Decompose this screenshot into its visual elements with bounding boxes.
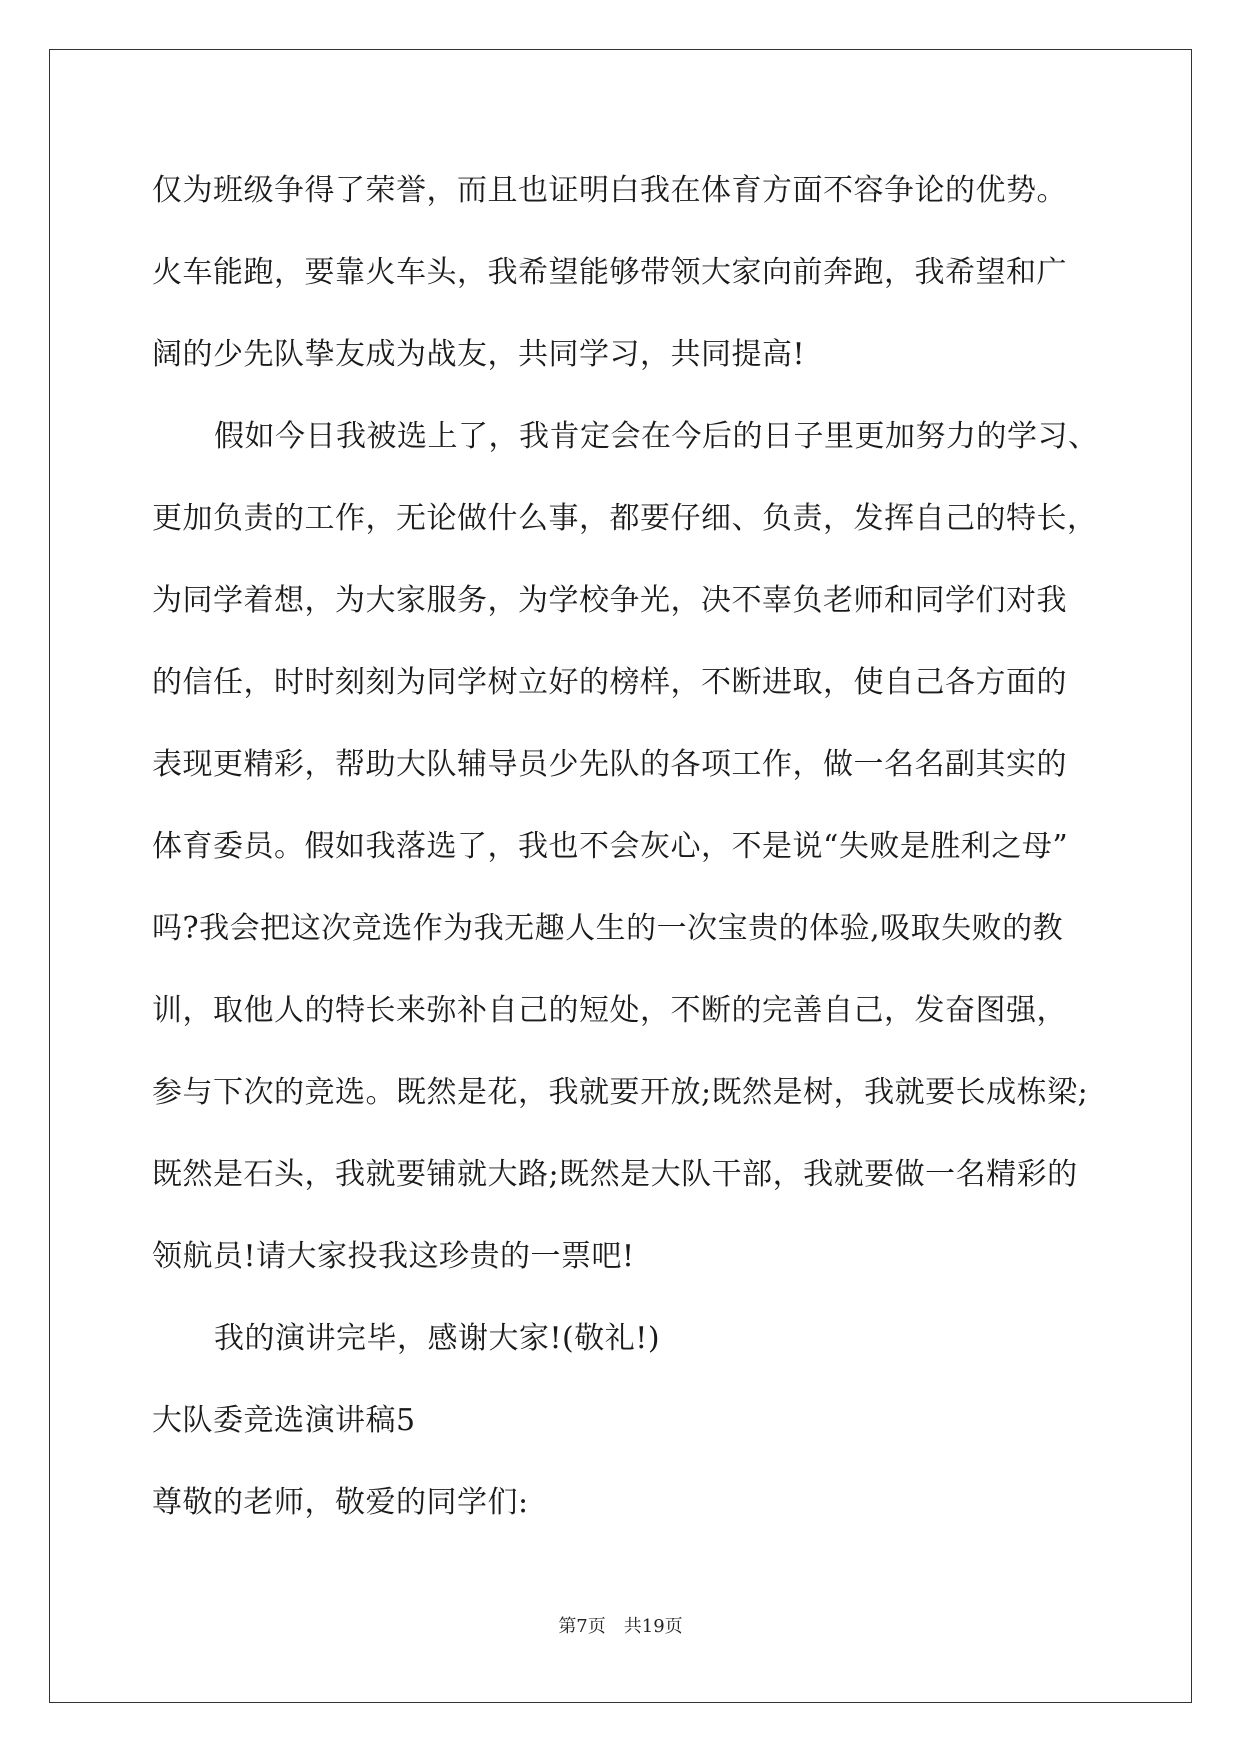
text-line: 阔的少先队挚友成为战友，共同学习，共同提高!: [152, 337, 806, 372]
text-line: 既然是石头，我就要铺就大路;既然是大队干部，我就要做一名精彩的: [152, 1157, 1078, 1192]
text-line: 体育委员。假如我落选了，我也不会灰心，不是说“失败是胜利之母”: [152, 829, 1069, 864]
closing-line: 我的演讲完毕，感谢大家!(敬礼!): [214, 1321, 661, 1356]
text-line: 训，取他人的特长来弥补自己的短处，不断的完善自己，发奋图强，: [152, 993, 1067, 1028]
text-line: 更加负责的工作，无论做什么事，都要仔细、负责，发挥自己的特长，: [152, 501, 1098, 536]
document-body: [152, 150, 1099, 1544]
text-line: 吗?我会把这次竞选作为我无趣人生的一次宝贵的体验,吸取失败的教: [152, 911, 1064, 946]
text-line: 表现更精彩，帮助大队辅导员少先队的各项工作，做一名名副其实的: [152, 747, 1067, 782]
text-line: 参与下次的竞选。既然是花，我就要开放;既然是树，我就要长成栋梁;: [152, 1075, 1089, 1110]
page-number: 第7页 共19页: [558, 1616, 683, 1637]
section-title: 大队委竞选演讲稿5: [152, 1403, 416, 1438]
salutation: 尊敬的老师，敬爱的同学们:: [152, 1485, 529, 1520]
text-line: 火车能跑，要靠火车头，我希望能够带领大家向前奔跑，我希望和广: [152, 255, 1067, 290]
text-line: 的信任，时时刻刻为同学树立好的榜样，不断进取，使自己各方面的: [152, 665, 1067, 700]
paragraph-start-line: 假如今日我被选上了，我肯定会在今后的日子里更加努力的学习、: [214, 419, 1099, 454]
text-line: 领航员!请大家投我这珍贵的一票吧!: [152, 1239, 635, 1274]
text-line: 为同学着想，为大家服务，为学校争光，决不辜负老师和同学们对我: [152, 583, 1067, 618]
text-line: 仅为班级争得了荣誉，而且也证明白我在体育方面不容争论的优势。: [152, 173, 1067, 208]
